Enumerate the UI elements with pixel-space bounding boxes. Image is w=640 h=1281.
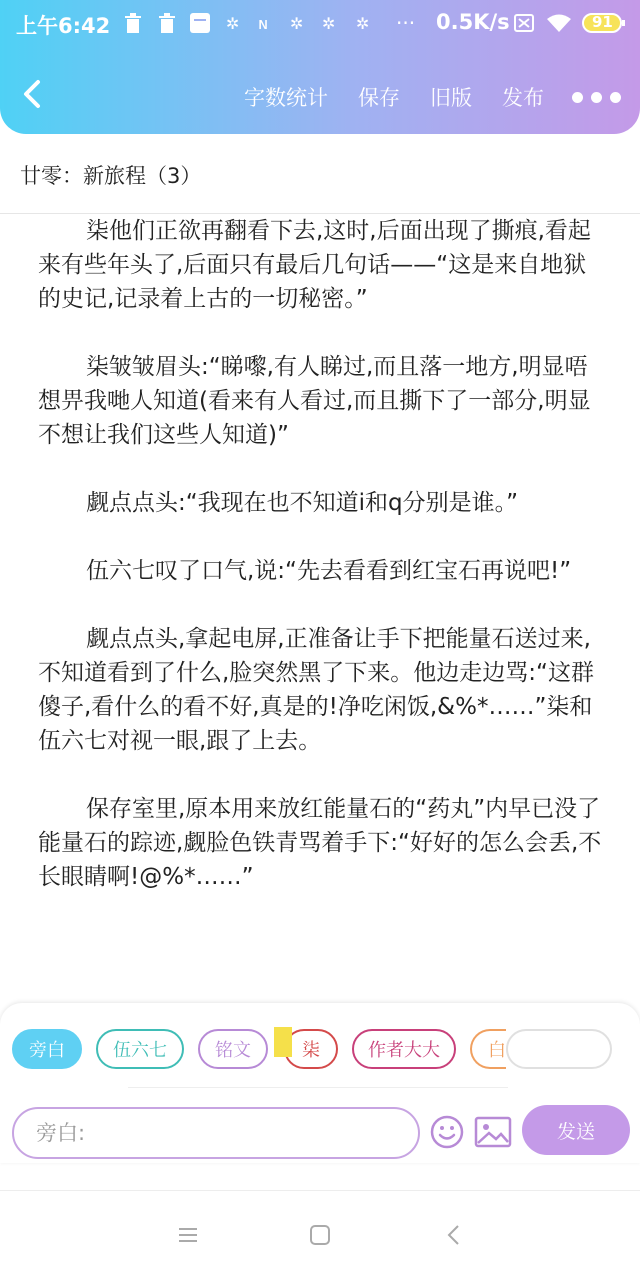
character-chip-mingwen[interactable]: 铭文	[198, 1029, 268, 1069]
divider	[128, 1087, 508, 1088]
app-icon: ✲	[322, 13, 336, 33]
character-chip-wuliuqi[interactable]: 伍六七	[96, 1029, 184, 1069]
story-content[interactable]	[38, 214, 606, 928]
paragraph: 柒他们正欲再翻看下去,这时,后面出现了撕痕,看起来有些年头了,后面只有最后几句话——“这是来自地狱的史记,记录着上古的一切秘密。”	[38, 218, 591, 312]
chapter-title[interactable]: 廿零：新旅程（3）	[20, 164, 202, 188]
image-icon[interactable]	[474, 1115, 512, 1149]
more-dots-icon[interactable]	[572, 92, 621, 103]
app-icon: ✲	[356, 13, 370, 33]
compose-panel	[0, 1003, 640, 1163]
battery-icon	[582, 12, 626, 34]
trash-icon	[124, 12, 142, 34]
net-speed: 0.5K/s	[436, 10, 510, 34]
paragraph: 觑点点头:“我现在也不知道i和q分别是谁。”	[86, 490, 519, 516]
emoji-icon[interactable]	[430, 1115, 464, 1149]
character-chip-author[interactable]: 作者大大	[352, 1029, 456, 1069]
character-chip-empty[interactable]	[506, 1029, 612, 1069]
menu-icon[interactable]	[176, 1223, 204, 1251]
status-time: 上午6:42	[16, 14, 111, 38]
home-icon[interactable]	[308, 1223, 336, 1251]
old-version-button[interactable]: 旧版	[430, 86, 472, 110]
back-icon[interactable]	[442, 1223, 470, 1251]
app-icon: ɴ	[258, 13, 269, 33]
save-button[interactable]: 保存	[358, 86, 400, 110]
wifi-icon	[546, 12, 572, 34]
app-icon: ✲	[226, 13, 240, 33]
drag-handle-icon[interactable]	[274, 1027, 292, 1057]
system-nav-bar	[0, 1190, 640, 1281]
trash-icon	[158, 12, 176, 34]
publish-button[interactable]: 发布	[502, 86, 544, 110]
character-chip-qi[interactable]: 柒	[284, 1029, 338, 1069]
app-icon: ✲	[290, 13, 304, 33]
send-button[interactable]: 发送	[522, 1105, 630, 1155]
paragraph: 柒皱皱眉头:“睇嚟,有人睇过,而且落一地方,明显唔想畀我哋人知道(看来有人看过,而且撕下了一部分,明显不想让我们这些人知道)”	[38, 354, 591, 448]
battery-level: 91	[592, 13, 613, 31]
word-count-button[interactable]: 字数统计	[244, 86, 328, 110]
paragraph: 觑点点头,拿起电屏,正准备让手下把能量石送过来,不知道看到了什么,脸突然黑了下来。他边走边骂:“这群傻子,看什么的看不好,真是的!净吃闲饭,&%*……”柒和伍六七对视一眼,跟了上去。	[38, 626, 594, 754]
top-header	[0, 0, 640, 134]
app-icon	[190, 12, 210, 34]
status-bar	[0, 0, 640, 48]
toolbar	[0, 60, 640, 130]
character-chip-narrator[interactable]: 旁白	[12, 1029, 82, 1069]
dialogue-input[interactable]	[12, 1107, 420, 1159]
paragraph: 伍六七叹了口气,说:“先去看看到红宝石再说吧!”	[86, 558, 572, 584]
sim-off-icon	[514, 12, 534, 34]
paragraph: 保存室里,原本用来放红能量石的“药丸”内早已没了能量石的踪迹,觑脸色铁青骂着手下:“好好的怎么会丢,不长眼睛啊!@%*……”	[38, 796, 602, 890]
more-dots-icon: ···	[396, 11, 416, 35]
character-chip-partial[interactable]: 白	[470, 1029, 506, 1069]
back-arrow-icon[interactable]	[18, 76, 54, 112]
